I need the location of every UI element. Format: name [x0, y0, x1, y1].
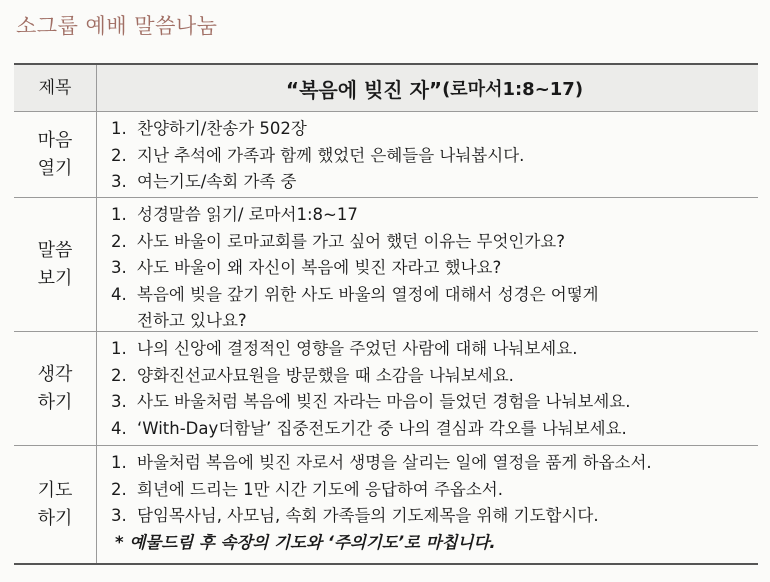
- list-item: [111, 336, 758, 363]
- table-header-row: [14, 65, 758, 112]
- list-item: [111, 363, 758, 390]
- section-label: 말씀 보기: [14, 198, 97, 331]
- item-text: 사도 바울처럼 복음에 빚진 자라는 마음이 들었던 경험을 나눠보세요.: [137, 392, 631, 411]
- section-label: 생각 하기: [14, 332, 97, 445]
- list-item: [111, 255, 758, 282]
- item-text: 담임목사님, 사모님, 속회 가족들의 기도제목을 위해 기도합시다.: [137, 506, 599, 525]
- list-item: [111, 169, 758, 196]
- sermon-title: “복음에 빚진 자”: [285, 77, 443, 102]
- item-text: 희년에 드리는 1만 시간 기도에 응답하여 주옵소서.: [137, 479, 503, 499]
- section-reflect: [14, 332, 758, 446]
- worship-table: [14, 63, 758, 565]
- list-item: [111, 116, 758, 143]
- item-text: 지난 추석에 가족과 함께 했었던 은혜들을 나눠봅시다.: [137, 145, 525, 165]
- section-content: [97, 198, 758, 331]
- item-number: 2.: [111, 365, 127, 385]
- item-text: 바울처럼 복음에 빚진 자로서 생명을 살리는 일에 열정을 품게 하옵소서.: [137, 453, 652, 472]
- section-read-word: [14, 198, 758, 332]
- item-number: 3.: [111, 506, 127, 525]
- item-number: 2.: [111, 479, 127, 499]
- item-number: 4.: [111, 284, 127, 304]
- list-item: [111, 503, 758, 530]
- item-number: 1.: [111, 339, 127, 358]
- item-text: ‘With-Day더함날’ 집중전도기간 중 나의 결심과 각오를 나눠보세요.: [137, 418, 627, 438]
- item-number: 3.: [111, 172, 127, 191]
- item-number: 3.: [111, 392, 127, 411]
- closing-note: * 예물드림 후 속장의 기도와 ‘주의기도’로 마칩니다.: [115, 532, 496, 552]
- item-number: 1.: [111, 119, 127, 138]
- section-label: 기도 하기: [14, 446, 97, 563]
- item-text: 양화진선교사묘원을 방문했을 때 소감을 나눠보세요.: [137, 365, 514, 385]
- item-text: 사도 바울이 로마교회를 가고 싶어 했던 이유는 무엇인가요?: [137, 231, 566, 251]
- header-label: 제목: [14, 65, 97, 111]
- item-text: 복음에 빚을 갚기 위한 사도 바울의 열정에 대해서 성경은 어떻게: [137, 284, 599, 304]
- list-item: [111, 477, 758, 504]
- item-number: 1.: [111, 205, 127, 224]
- list-item: [111, 229, 758, 256]
- list-item: [111, 143, 758, 170]
- section-content: [97, 446, 758, 563]
- section-pray: [14, 446, 758, 565]
- item-text: 사도 바울이 왜 자신이 복음에 빚진 자라고 했나요?: [137, 258, 502, 277]
- section-label: 마음 열기: [14, 112, 97, 197]
- item-text: 여는기도/속회 가족 중: [137, 172, 297, 191]
- item-text: 성경말씀 읽기/ 로마서1:8~17: [137, 205, 358, 224]
- item-number: 3.: [111, 258, 127, 277]
- item-number: 1.: [111, 453, 127, 472]
- list-item: [111, 389, 758, 416]
- item-number: 4.: [111, 418, 127, 438]
- item-continuation: 전하고 있나요?: [137, 311, 247, 330]
- list-item: [111, 202, 758, 229]
- list-item: [111, 450, 758, 477]
- scripture-reference: (로마서1:8~17): [442, 79, 584, 100]
- list-item: [111, 282, 758, 309]
- item-number: 2.: [111, 145, 127, 165]
- section-content: [97, 332, 758, 445]
- item-text: 나의 신앙에 결정적인 영향을 주었던 사람에 대해 나눠보세요.: [137, 339, 578, 358]
- section-content: [97, 112, 758, 197]
- header-title: [97, 65, 758, 111]
- section-open-heart: [14, 112, 758, 198]
- item-text: 찬양하기/찬송가 502장: [137, 119, 307, 138]
- list-item: [111, 416, 758, 443]
- item-number: 2.: [111, 231, 127, 251]
- page-title: 소그룹 예배 말씀나눔: [16, 14, 218, 38]
